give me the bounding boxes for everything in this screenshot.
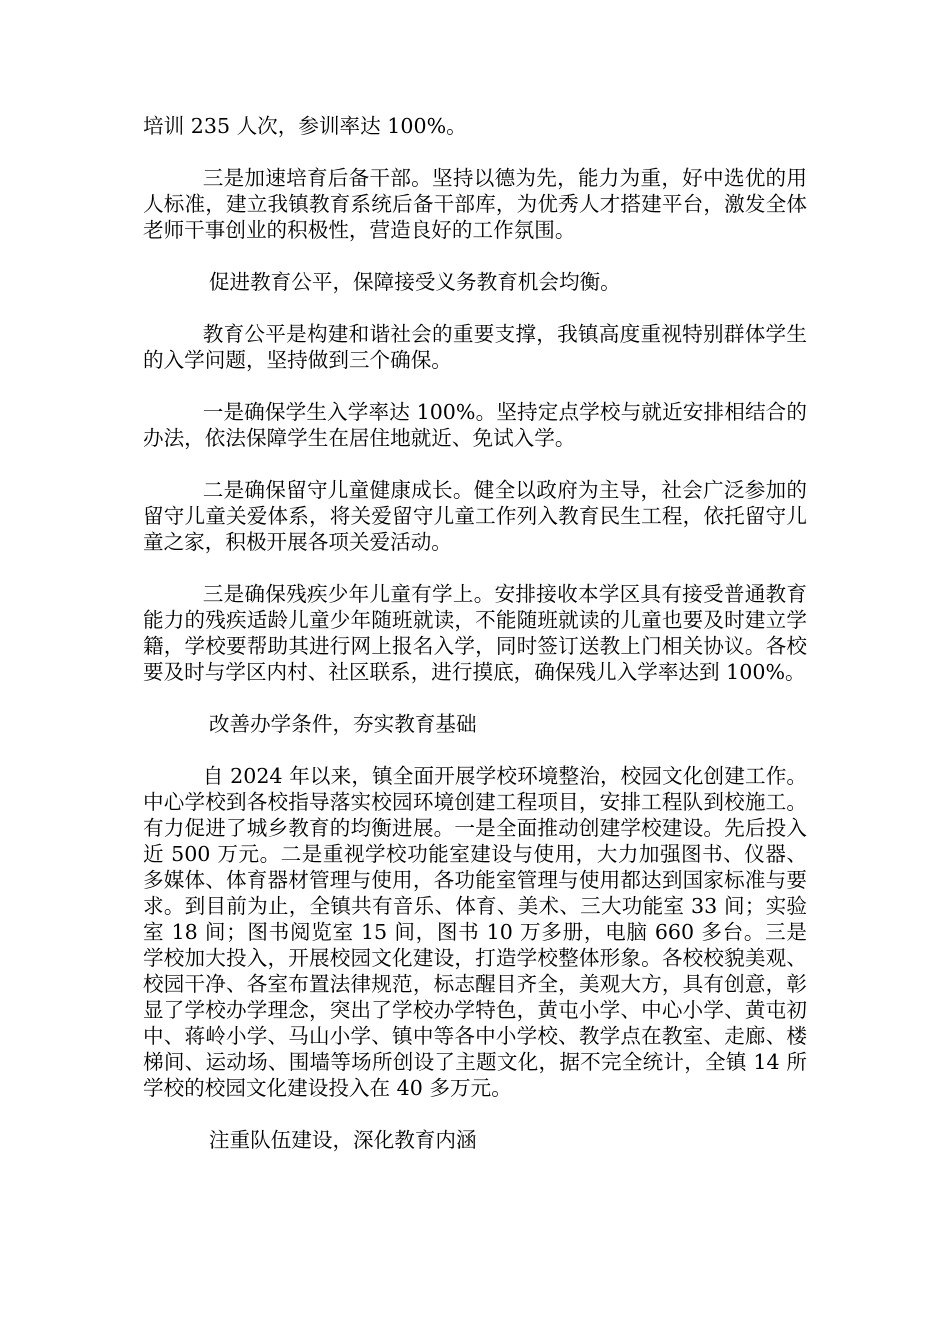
paragraph-equity-intro: 教育公平是构建和谐社会的重要支撑，我镇高度重视特别群体学生的入学问题，坚持做到三个确保。: [143, 322, 807, 372]
section-heading-team-building: 注重队伍建设，深化教育内涵: [208, 1128, 477, 1152]
paragraph-reserve-cadres: 三是加速培育后备干部。坚持以德为先，能力为重，好中选优的用人标准，建立我镇教育系统后备干部库，为优秀人才搭建平台，激发全体老师干事创业的积极性，营造良好的工作氛围。: [143, 166, 807, 242]
paragraph-training-rate: 培训 235 人次，参训率达 100%。: [143, 114, 467, 138]
paragraph-left-behind-children: 二是确保留守儿童健康成长。健全以政府为主导，社会广泛参加的留守儿童关爱体系，将关爱留守儿童工作列入教育民生工程，依托留守儿童之家，积极开展各项关爱活动。: [143, 478, 807, 554]
paragraph-school-construction: 自 2024 年以来，镇全面开展学校环境整治，校园文化创建工作。中心学校到各校指导落实校园环境创建工程项目，安排工程队到校施工。有力促进了城乡教育的均衡进展。一是全面推动创建学校建设。先后投入近 500 万元。二是重视学校功能室建设与使用，大力加强图书、仪器、多媒体、体育器材管理与使用，各功能室管理与使用都达到国家标准与要求。到目前为止，全镇共有音乐、体育、美术、三大功能室 33 间；实验室 18 间；图书阅览室 15 间，图书 10 万多册，电脑 660 多台。三是学校加大投入，开展校园文化建设，打造学校整体形象。各校校貌美观、校园干净、各室布置法律规范，标志醒目齐全，美观大方，具有创意，彰显了学校办学理念，突出了学校办学特色，黄屯小学、中心小学、黄屯初中、蒋岭小学、马山小学、镇中等各中小学校、教学点在教室、走廊、楼梯间、运动场、围墙等场所创设了主题文化，据不完全统计，全镇 14 所学校的校园文化建设投入在 40 多万元。: [143, 764, 807, 1100]
document-body: [143, 113, 807, 1179]
section-heading-education-equity: 促进教育公平，保障接受义务教育机会均衡。: [208, 270, 621, 294]
paragraph-enrollment-rate: 一是确保学生入学率达 100%。坚持定点学校与就近安排相结合的办法，依法保障学生在居住地就近、免试入学。: [143, 400, 807, 450]
section-heading-school-conditions: 改善办学条件，夯实教育基础: [208, 712, 477, 736]
paragraph-disabled-children: 三是确保残疾少年儿童有学上。安排接收本学区具有接受普通教育能力的残疾适龄儿童少年随班就读，不能随班就读的儿童也要及时建立学籍，学校要帮助其进行网上报名入学，同时签订送教上门相关协议。各校要及时与学区内村、社区联系，进行摸底，确保残儿入学率达到 100%。: [143, 582, 807, 684]
